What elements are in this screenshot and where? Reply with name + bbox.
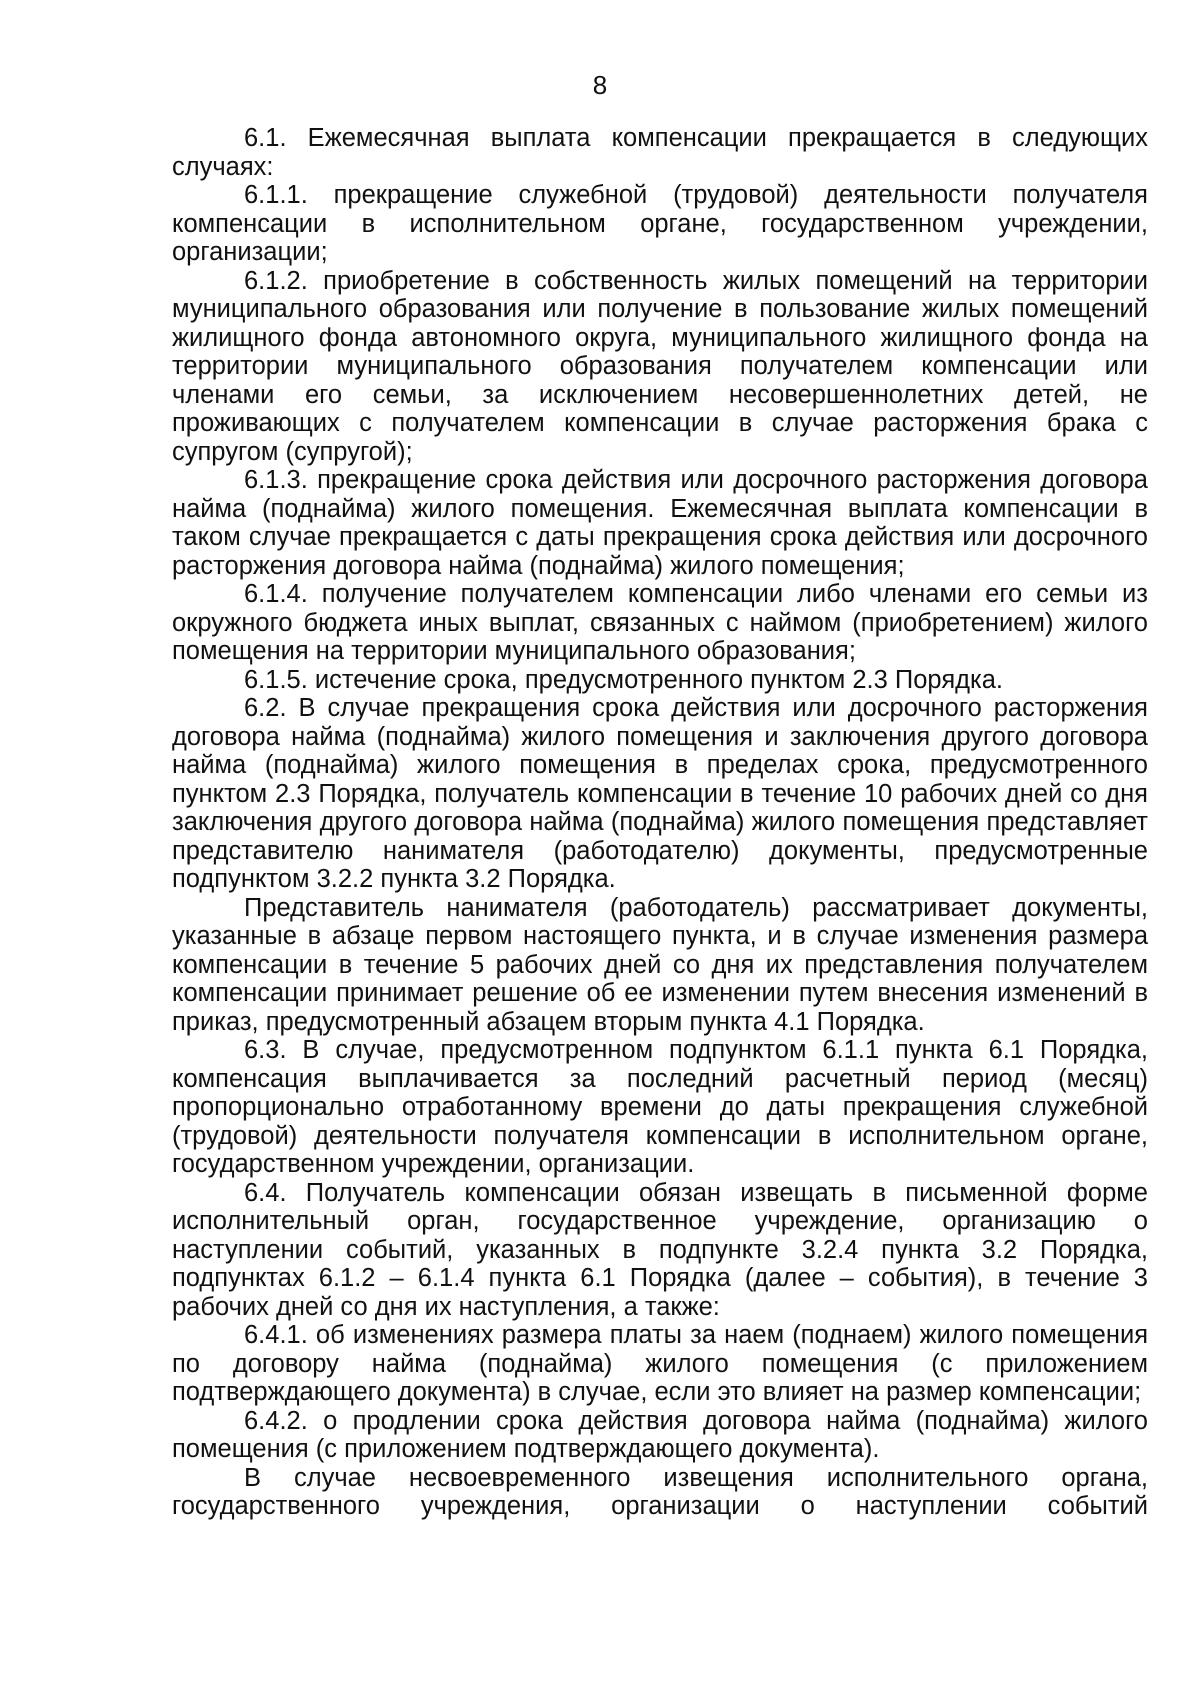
- paragraph-6-1-2: 6.1.2. приобретение в собственность жилых помещений на территории муниципального образования или получение в пользование жилых помещений жилищного фонда автономного округа, муниципального жилищного фонда на территории муниципального образования получателем компенсации или членами его семьи, за исключением несовершеннолетних детей, не проживающих с получателем компенсации в случае расторжения брака с супругом (супругой);: [172, 266, 1148, 466]
- paragraph-6-2-second: Представитель нанимателя (работодатель) рассматривает документы, указанные в абзаце первом настоящего пункта, и в случае изменения размера компенсации в течение 5 рабочих дней со дня их представления получателем компенсации принимает решение об ее изменении путем внесения изменений в приказ, предусмотренный абзацем вторым пункта 4.1 Порядка.: [172, 893, 1148, 1036]
- paragraph-6-4-2: 6.4.2. о продлении срока действия договора найма (поднайма) жилого помещения (с приложением подтверждающего документа).: [172, 1406, 1148, 1463]
- paragraph-6-3: 6.3. В случае, предусмотренном подпунктом 6.1.1 пункта 6.1 Порядка, компенсация выплачивается за последний расчетный период (месяц) пропорционально отработанному времени до даты прекращения служебной (трудовой) деятельности получателя компенсации в исполнительном органе, государственном учреждении, организации.: [172, 1036, 1148, 1178]
- paragraph-6-1: 6.1. Ежемесячная выплата компенсации прекращается в следующих случаях:: [172, 124, 1148, 181]
- paragraph-6-2: 6.2. В случае прекращения срока действия или досрочного расторжения договора найма (поднайма) жилого помещения и заключения другого договора найма (поднайма) жилого помещения в пределах срока, предусмотренного пунктом 2.3 Порядка, получатель компенсации в течение 10 рабочих дней со дня заключения другого договора найма (поднайма) жилого помещения представляет представителю нанимателя (работодателю) документы, предусмотренные подпунктом 3.2.2 пункта 3.2 Порядка.: [172, 694, 1148, 893]
- paragraph-6-4: 6.4. Получатель компенсации обязан извещать в письменной форме исполнительный орган, государственное учреждение, организацию о наступлении событий, указанных в подпункте 3.2.4 пункта 3.2 Порядка, подпунктах 6.1.2 – 6.1.4 пункта 6.1 Порядка (далее – события), в течение 3 рабочих дней со дня их наступления, а также:: [172, 1178, 1148, 1321]
- paragraph-6-1-3: 6.1.3. прекращение срока действия или досрочного расторжения договора найма (поднайма) жилого помещения. Ежемесячная выплата компенсации в таком случае прекращается с даты прекращения срока действия или досрочного расторжения договора найма (поднайма) жилого помещения;: [172, 466, 1148, 580]
- paragraph-6-4-1: 6.4.1. об изменениях размера платы за наем (поднаем) жилого помещения по договору найма (поднайма) жилого помещения (с приложением подтверждающего документа) в случае, если это влияет на размер компенсации;: [172, 1321, 1148, 1406]
- paragraph-6-1-1: 6.1.1. прекращение служебной (трудовой) деятельности получателя компенсации в исполнительном органе, государственном учреждении, организации;: [172, 181, 1148, 266]
- paragraph-6-1-5: 6.1.5. истечение срока, предусмотренного пунктом 2.3 Порядка.: [244, 665, 1003, 694]
- page-number: 8: [592, 70, 608, 100]
- document-body: [172, 124, 1148, 1521]
- paragraph-6-4-late-notice: В случае несвоевременного извещения исполнительного органа, государственного учреждения, организации о наступлении событий: [172, 1463, 1148, 1520]
- paragraph-6-1-4: 6.1.4. получение получателем компенсации либо членами его семьи из окружного бюджета иных выплат, связанных с наймом (приобретением) жилого помещения на территории муниципального образования;: [172, 580, 1148, 665]
